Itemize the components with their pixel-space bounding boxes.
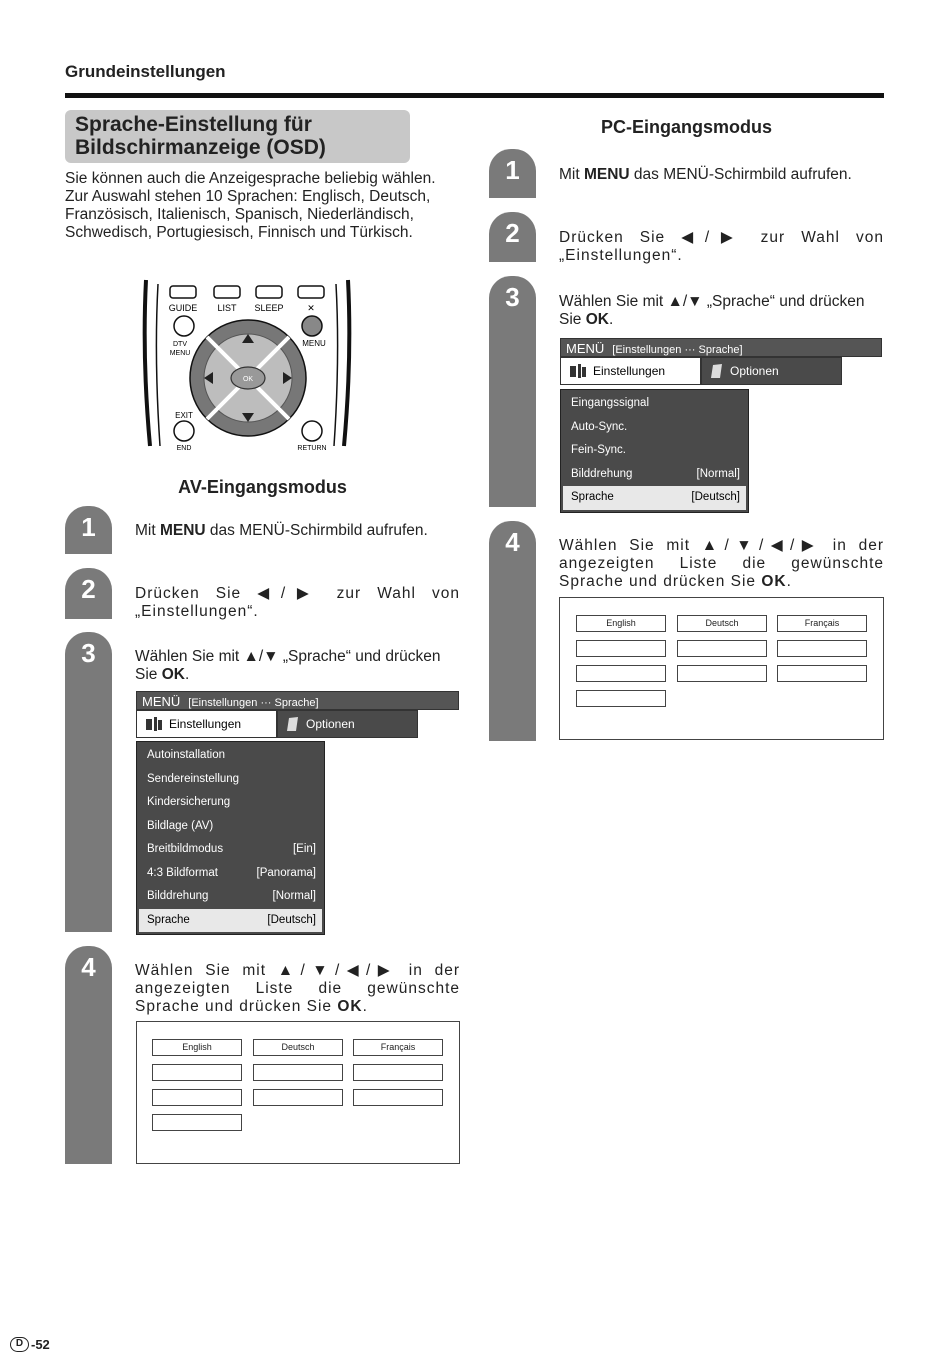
av-step-2-badge: 2 [65, 568, 112, 619]
remote-dtv-label: DTV [173, 341, 187, 348]
settings-tools-icon [145, 716, 163, 732]
pc-step-1-badge: 1 [489, 149, 536, 198]
pc-menu-item[interactable]: Eingangssignal [571, 397, 650, 409]
remote-control-icon [140, 278, 355, 452]
av-lang-slot[interactable] [353, 1064, 443, 1081]
av-menu-item[interactable]: 4:3 Bildformat [Panorama] [147, 866, 316, 879]
pc-lang-slot[interactable] [777, 665, 867, 682]
av-step-1-badge: 1 [65, 506, 112, 554]
pc-step-3-text: Wählen Sie mit ▲/▼ „Sprache“ und drücken Sie OK. [559, 293, 865, 328]
remote-control-illustration [140, 278, 355, 452]
pc-lang-slot[interactable] [576, 640, 666, 657]
av-menu-item[interactable]: Autoinstallation [147, 749, 225, 761]
remote-sleep-label: SLEEP [254, 303, 284, 313]
av-tab-einstellungen[interactable]: Einstellungen [136, 710, 277, 738]
remote-end-label: END [176, 445, 192, 452]
pc-menu-item[interactable]: Auto-Sync. [571, 420, 628, 433]
av-menu-item[interactable]: Breitbildmodus [Ein] [147, 843, 316, 855]
pc-step-2-text: Drücken Sie ◀/▶ zur Wahl von „Einstellungen“. [559, 229, 884, 264]
pc-lang-slot[interactable] [677, 640, 767, 657]
pc-lang-english[interactable]: English [576, 615, 666, 632]
pc-step-2-badge: 2 [489, 212, 536, 262]
section-title [65, 110, 410, 163]
av-menu-item[interactable]: Kindersicherung [147, 796, 231, 808]
av-menu-titlebar: MENÜ [Einstellungen ··· Sprache] [136, 691, 459, 710]
pc-step-1-text: Mit MENU das MENÜ-Schirmbild aufrufen. [559, 166, 852, 183]
pc-tab-optionen[interactable]: Optionen [701, 357, 842, 385]
av-lang-slot[interactable] [152, 1114, 242, 1131]
remote-dtvmenu-label: MENU [169, 350, 191, 357]
av-lang-deutsch[interactable]: Deutsch [253, 1039, 343, 1056]
av-step-3-badge: 3 [65, 632, 112, 932]
remote-ok-label: OK [242, 376, 254, 383]
remote-return-label: RETURN [297, 445, 327, 452]
remote-list-label: LIST [217, 303, 237, 313]
page-number [10, 1337, 50, 1352]
av-lang-slot[interactable] [253, 1089, 343, 1106]
pc-language-grid [559, 597, 884, 740]
options-doc-icon [286, 716, 300, 732]
pc-step-4-text: Wählen Sie mit ▲/▼/◀/▶ in der angezeigten Liste die gewünschte Sprache und drücken Sie OK. [559, 537, 884, 590]
pc-menu-item-selected[interactable]: Sprache [Deutsch] [563, 486, 746, 510]
section-title-line1: Sprache-Einstellung für [75, 113, 312, 136]
av-tab-optionen[interactable]: Optionen [277, 710, 418, 738]
pc-lang-francais[interactable]: Français [777, 615, 867, 632]
av-step-1-text: Mit MENU das MENÜ-Schirmbild aufrufen. [135, 522, 428, 539]
settings-tools-icon [569, 363, 587, 379]
svg-text:✕: ✕ [307, 303, 315, 313]
av-lang-francais[interactable]: Français [353, 1039, 443, 1056]
av-menu-item-selected[interactable]: Sprache [Deutsch] [139, 909, 322, 933]
av-step-4-badge: 4 [65, 946, 112, 1164]
pc-lang-slot[interactable] [677, 665, 767, 682]
intro-text: Sie können auch die Anzeigesprache beliebig wählen. Zur Auswahl stehen 10 Sprachen: Englisch, Deutsch, Französisch, Italienisch, Spanisch, Niederländisch, Schwedisch, Portugiesisch, Finnisch und Türkisch. [65, 170, 436, 241]
av-step-3-text: Wählen Sie mit ▲/▼ „Sprache“ und drücken Sie OK. [135, 648, 441, 683]
remote-exit-label: EXIT [175, 411, 193, 420]
pc-heading: PC-Eingangsmodus [600, 117, 772, 137]
av-menu-list [136, 741, 325, 935]
header-rule [65, 93, 884, 98]
pc-lang-slot[interactable] [576, 690, 666, 707]
av-step-4-text: Wählen Sie mit ▲/▼/◀/▶ in der angezeigten Liste die gewünschte Sprache und drücken Sie OK. [135, 962, 460, 1015]
av-lang-slot[interactable] [152, 1064, 242, 1081]
pc-step-4-badge: 4 [489, 521, 536, 741]
pc-menu-item[interactable]: Bilddrehung [Normal] [571, 467, 740, 480]
av-menu-item[interactable]: Bildlage (AV) [147, 819, 214, 832]
av-step-2-text: Drücken Sie ◀/▶ zur Wahl von „Einstellungen“. [135, 585, 460, 620]
remote-menu-label: MENU [302, 339, 326, 348]
av-heading: AV-Eingangsmodus [178, 477, 347, 497]
av-lang-english[interactable]: English [152, 1039, 242, 1056]
pc-lang-slot[interactable] [777, 640, 867, 657]
pc-lang-deutsch[interactable]: Deutsch [677, 615, 767, 632]
pc-lang-slot[interactable] [576, 665, 666, 682]
av-lang-slot[interactable] [353, 1089, 443, 1106]
av-lang-slot[interactable] [152, 1089, 242, 1106]
pc-menu-list [560, 389, 749, 513]
pc-menu-item[interactable]: Fein-Sync. [571, 444, 626, 456]
remote-guide-label: GUIDE [168, 303, 198, 313]
page-circle-d: D [10, 1337, 29, 1352]
av-menu-item[interactable]: Bilddrehung [Normal] [147, 890, 316, 902]
pc-menu-titlebar: MENÜ [Einstellungen ··· Sprache] [560, 338, 882, 357]
pc-tab-einstellungen[interactable]: Einstellungen [560, 357, 701, 385]
pc-step-3-badge: 3 [489, 276, 536, 507]
page-header-title: Grundeinstellungen [65, 62, 226, 81]
av-lang-slot[interactable] [253, 1064, 343, 1081]
page-number-value: -52 [31, 1337, 50, 1352]
section-title-line2: Bildschirmanzeige (OSD) [75, 136, 326, 159]
av-menu-item[interactable]: Sendereinstellung [147, 772, 240, 785]
av-language-grid [136, 1021, 460, 1164]
options-doc-icon [710, 363, 724, 379]
